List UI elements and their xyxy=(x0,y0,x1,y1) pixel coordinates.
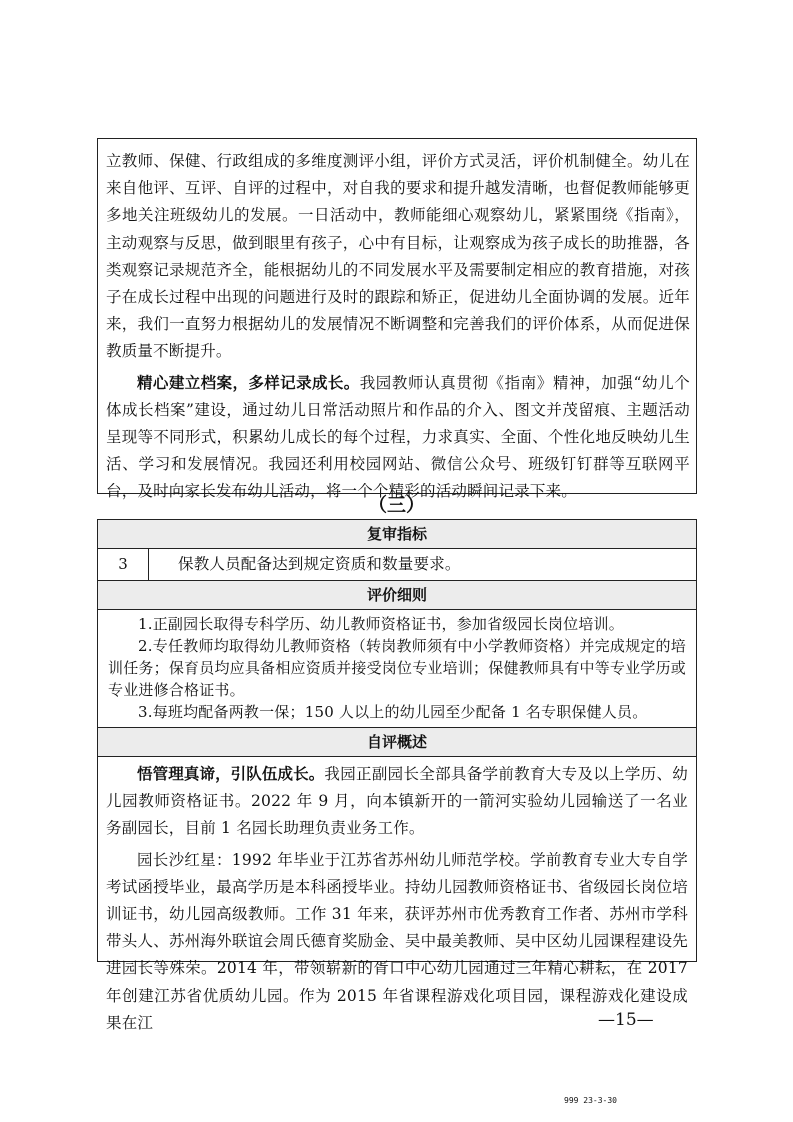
detail-item-2: 2.专任教师均取得幼儿教师资格（转岗教师须有中小学教师资格）并完成规定的培训任务；保育员均应具备相应资质并接受岗位专业培训；保健教师具有中等专业学历或专业进修合格证书。 xyxy=(108,637,686,699)
management-heading: 悟管理真谛，引队伍成长。 xyxy=(137,765,325,783)
continued-text-box xyxy=(97,138,697,501)
indicator-row xyxy=(98,549,696,581)
archive-heading: 精心建立档案，多样记录成长。 xyxy=(137,373,360,392)
archive-text: 我园教师认真贯彻《指南》精神，加强“幼儿个体成长档案”建设，通过幼儿日常活动照片和作品的介入、图文并茂留痕、主题活动呈现等不同形式，积累幼儿成长的每个过程，力求真实、全面、个性化地反映幼儿生活、学习和发展情况。我园还利用校园网站、微信公众号、班级钉钉群等互联网平台，及时向家长发布幼儿活动，将一个个精彩的活动瞬间记录下来。 xyxy=(106,373,690,501)
archive-paragraph xyxy=(106,370,690,506)
indicator-number: 3 xyxy=(98,549,149,580)
self-review-header: 自评概述 xyxy=(98,728,696,757)
review-indicator-header: 复审指标 xyxy=(98,520,696,549)
detail-item-3: 3.每班均配备两教一保；150 人以上的幼儿园至少配备 1 名专职保健人员。 xyxy=(138,703,648,721)
indicator-text: 保教人员配备达到规定资质和数量要求。 xyxy=(178,555,461,573)
page-number: —15— xyxy=(598,1010,654,1030)
section-title: （三） xyxy=(367,494,425,516)
details-header: 评价细则 xyxy=(98,581,696,610)
evaluation-paragraph: 立教师、保健、行政组成的多维度测评小组，评价方式灵活，评价机制健全。幼儿在来自他评、互评、自评的过程中，对自我的要求和提升越发清晰，也督促教师能够更多地关注班级幼儿的发展。一日活动中，教师能细心观察幼儿，紧紧围绕《指南》，主动观察与反思，做到眼里有孩子，心中有目标，让观察成为孩子成长的助推器，各类观察记录规范齐全，能根据幼儿的不同发展水平及需要制定相应的教育措施，对孩子在成长过程中出现的问题进行及时的跟踪和矫正，促进幼儿全面协调的发展。近年来，我们一直努力根据幼儿的发展情况不断调整和完善我们的评价体系，从而促进保教质量不断提升。 xyxy=(106,152,690,361)
management-text: 我园正副园长全部具备学前教育大专及以上学历、幼儿园教师资格证书。2022 年 9 月，向本镇新开的一箭河实验幼儿园输送了一名业务副园长，目前 1 名园长助理负责业务工作。 xyxy=(106,765,688,838)
print-stamp: 999 23-3-30 xyxy=(564,1096,617,1105)
details-block xyxy=(98,610,696,728)
review-table xyxy=(97,519,697,1032)
detail-item-1: 1.正副园长取得专科学历、幼儿教师资格证书，参加省级园长岗位培训。 xyxy=(138,615,624,633)
management-paragraph xyxy=(106,761,688,843)
self-review-block xyxy=(98,757,696,1037)
director-paragraph: 园长沙红星：1992 年毕业于江苏省苏州幼儿师范学校。学前教育专业大专自学考试函授毕业，最高学历是本科函授毕业。持幼儿园教师资格证书、省级园长岗位培训证书，幼儿园高级教师。工作 31 年来，获评苏州市优秀教育工作者、苏州市学科带头人、苏州海外联谊会周氏德育奖励金、吴中最美教师、吴中区幼儿园课程建设先进园长等殊荣。2014 年，带领崭新的胥口中心幼儿园通过三年精心耕耘，在 2017 年创建江苏省优质幼儿园。作为 2015 年省课程游戏化项目园，课程游戏化建设成果在江 xyxy=(106,850,688,1032)
